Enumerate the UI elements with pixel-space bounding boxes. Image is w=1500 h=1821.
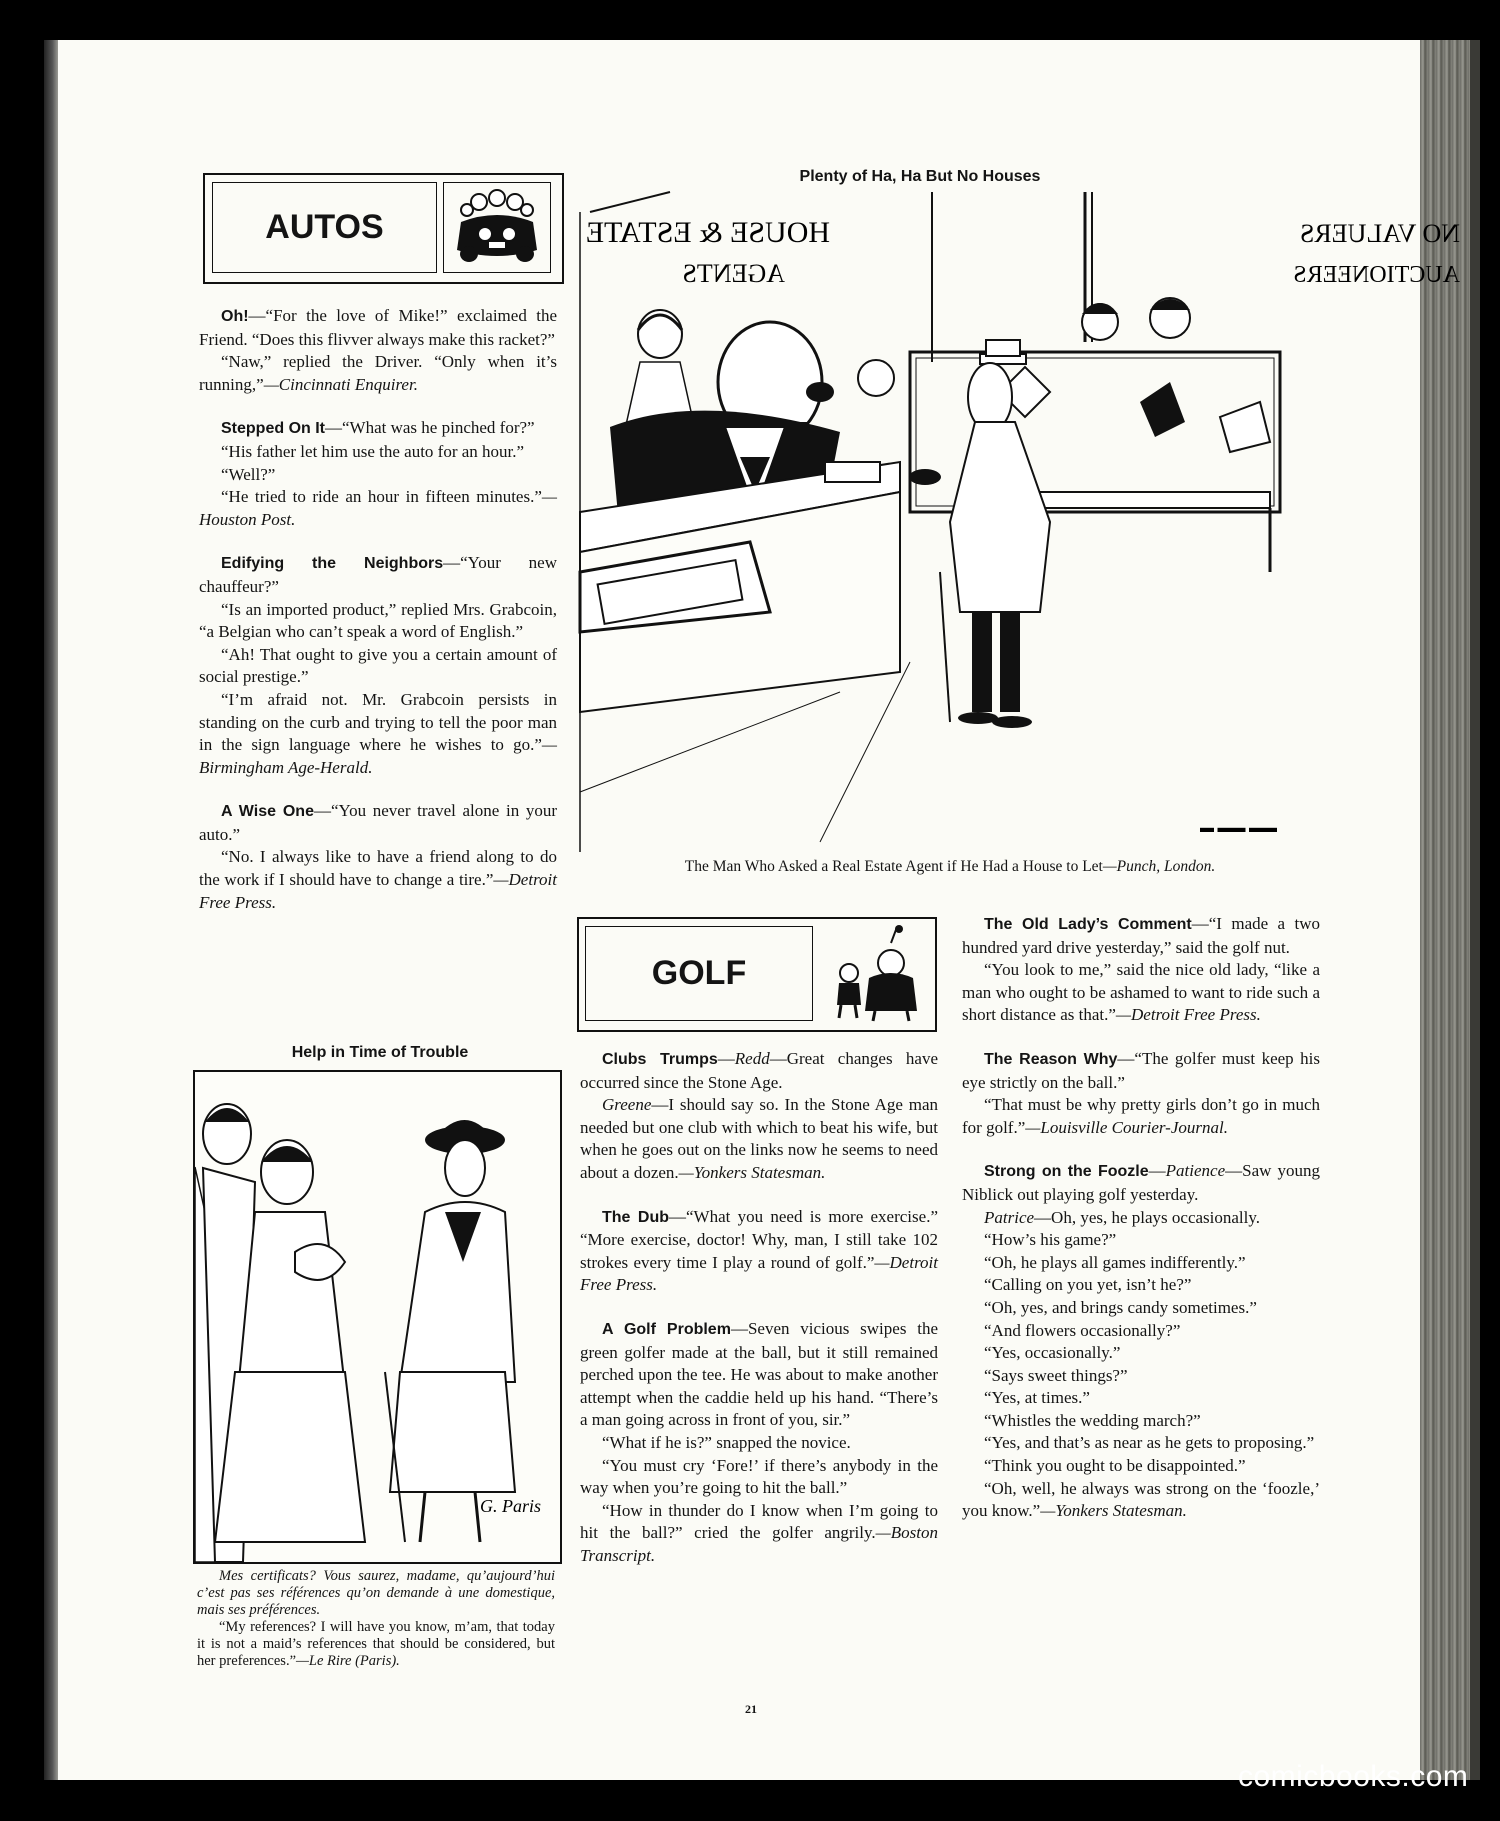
- page-stack-edge: [1420, 40, 1470, 1780]
- autos-header-icon-frame: [443, 182, 551, 273]
- item-title: The Dub: [602, 1208, 669, 1226]
- item-title: Strong on the Foozle: [984, 1163, 1149, 1181]
- golf-item-3: A Golf Problem—Seven vicious swipes the green golfer made at the ball, but it still remained perched upon the tee. He was about to make another attempt when the caddie held up his hand. “There’s a man going across in front of you, sir.” “What if he is?” snapped the novice. “You must cry ‘Fore!’ if there’s anybody in the way when you’re going to hit the ball.” “How in thunder do I know when I’m going to hit the ball?” cried the golfer angrily.—Boston Transcript.: [580, 1318, 938, 1565]
- left-cartoon-caption: [197, 1568, 555, 1670]
- maid-interview-illustration: [195, 1072, 560, 1562]
- golf-header-title: GOLF: [585, 926, 813, 1021]
- sign-agents: AGENTS: [682, 259, 785, 288]
- autos-item-2: Stepped On It—“What was he pinched for?” “His father let him use the auto for an hour.” “Well?” “He tried to ride an hour in fifteen minutes.”—Houston Post.: [199, 418, 557, 529]
- sign-house-estate: HOUSE & ESTATE: [585, 216, 830, 249]
- golfers-icon-frame: [819, 923, 931, 1023]
- item-source: —Cincinnati Enquirer.: [263, 374, 418, 394]
- page-number: 21: [745, 1702, 757, 1716]
- artist-signature-icon: ▬ ▬▬ ▬▬: [1200, 821, 1277, 836]
- autos-header-box: [203, 173, 564, 284]
- page-stack-shadow: [1470, 40, 1480, 1780]
- golf-item-2: The Dub—“What you need is more exercise.” “More exercise, doctor! Why, man, I still take 102 strokes every time I play a round of golf.”—Detroit Free Press.: [580, 1206, 938, 1295]
- golfers-icon: [819, 923, 931, 1023]
- left-cartoon: [193, 1070, 562, 1564]
- item-source: —Yonkers Statesman.: [678, 1162, 826, 1182]
- autos-column: [199, 305, 557, 914]
- item-title: Edifying the Neighbors: [221, 555, 444, 573]
- item-source: —Detroit Free Press.: [580, 1252, 938, 1295]
- real-estate-office-illustration: [580, 192, 1460, 852]
- golf-header-box: [577, 917, 937, 1032]
- autos-header-title: AUTOS: [212, 182, 437, 273]
- item-source: —Birmingham Age-Herald.: [199, 735, 557, 777]
- page-binding: [44, 40, 58, 1780]
- golf-item-5: The Reason Why—“The golfer must keep his eye strictly on the ball.” “That must be why pretty girls don’t go in much for golf.”—Louisville Courier-Journal.: [962, 1048, 1321, 1137]
- golf-item-4: The Old Lady’s Comment—“I made a two hundred yard drive yesterday,” said the golf nut. “You look to me,” said the nice old lady, “like a man who ought to be ashamed to want to ride such a short distance as that.”—Detroit Free Press.: [962, 914, 1320, 1025]
- car-passengers-icon: [449, 188, 545, 268]
- item-title: The Old Lady’s Comment: [984, 916, 1192, 933]
- caption-french: Mes certificats? Vous saurez, madame, qu’aujourd’hui c’est pas ses références qu’on demande à une domestique, mais ses préférences.: [197, 1568, 555, 1618]
- autos-item-3: Edifying the Neighbors—“Your new chauffeur?” “Is an imported product,” replied Mrs. Grabcoin, “a Belgian who can’t speak a word of English.” “Ah! That ought to give you a certain amount of social prestige.” “I’m afraid not. Mr. Grabcoin persists in standing on the curb and trying to tell the poor man in the sign language where he wishes to go.”—Birmingham Age-Herald.: [199, 553, 557, 777]
- main-cartoon-caption: [590, 858, 1310, 876]
- autos-item-1: Oh!—“For the love of Mike!” exclaimed the Friend. “Does this flivver always make this racket?” “Naw,” replied the Driver. “Only when it’s running,”—Cincinnati Enquirer.: [199, 306, 557, 394]
- golf-item-6: Strong on the Foozle—Patience—Saw young Niblick out playing golf yesterday. Patrice—Oh, yes, he plays occasionally. “How’s his game?” “Oh, he plays all games indifferently.” “Calling on you yet, isn’t he?” “Oh, yes, and brings candy sometimes.” “And flowers occasionally?” “Yes, occasionally.” “Says sweet things?” “Yes, at times.” “Whistles the wedding march?” “Yes, and that’s as near as he gets to proposing.” “Think you ought to be disappointed.” “Oh, well, he always was strong on the ‘foozle,’ you know.”—Yonkers Statesman.: [962, 1161, 1321, 1521]
- caption-source: —Punch, London.: [1102, 858, 1216, 875]
- sign-no-valuers: NO VALUERS: [1299, 219, 1460, 248]
- golf-item-1: Clubs Trumps—Redd—Great changes have occurred since the Stone Age. Greene—I should say so. In the Stone Age man needed but one club with which to beat his wife, but when he goes out on the links now he seems to need about a dozen.—Yonkers Statesman.: [580, 1049, 938, 1182]
- main-cartoon: [580, 192, 1460, 852]
- item-title: A Golf Problem: [602, 1320, 731, 1338]
- item-source: —Houston Post.: [199, 487, 557, 529]
- item-title: Stepped On It: [221, 420, 325, 438]
- top-border: [0, 0, 1500, 40]
- autos-item-4: A Wise One—“You never travel alone in your auto.” “No. I always like to have a friend along to do the work if I should have to change a tire.”—Detroit Free Press.: [199, 801, 558, 912]
- left-cartoon-title: Help in Time of Trouble: [291, 1044, 469, 1061]
- item-title: A Wise One: [221, 803, 314, 821]
- item-source: —Detroit Free Press.: [1115, 1005, 1261, 1025]
- item-source: —Yonkers Statesman.: [1040, 1501, 1187, 1521]
- item-source: —Boston Transcript.: [580, 1523, 938, 1565]
- item-source: —Detroit Free Press.: [199, 870, 557, 912]
- item-title: The Reason Why: [984, 1050, 1118, 1068]
- item-source: —Louisville Courier-Journal.: [1025, 1117, 1228, 1137]
- golf-column-middle: [580, 1048, 938, 1567]
- item-title: Oh!: [221, 308, 249, 325]
- caption-english: “My references? I will have you know, m’am, that today it is not a maid’s references that should be considered, but her preferences.”—Le Rire (Paris).: [197, 1619, 555, 1669]
- artist-signature: G. Paris: [480, 1496, 542, 1516]
- main-cartoon-title: Plenty of Ha, Ha But No Houses: [799, 168, 1041, 185]
- site-watermark: comicbooks.com: [1238, 1760, 1469, 1793]
- sign-auctioneers: AUCTIONEERS: [1293, 262, 1460, 288]
- item-title: Clubs Trumps: [602, 1051, 718, 1068]
- caption-source: —Le Rire (Paris).: [296, 1653, 400, 1669]
- caption-text: The Man Who Asked a Real Estate Agent if He Had a House to Let: [684, 858, 1103, 875]
- golf-column-right: [962, 913, 1320, 1523]
